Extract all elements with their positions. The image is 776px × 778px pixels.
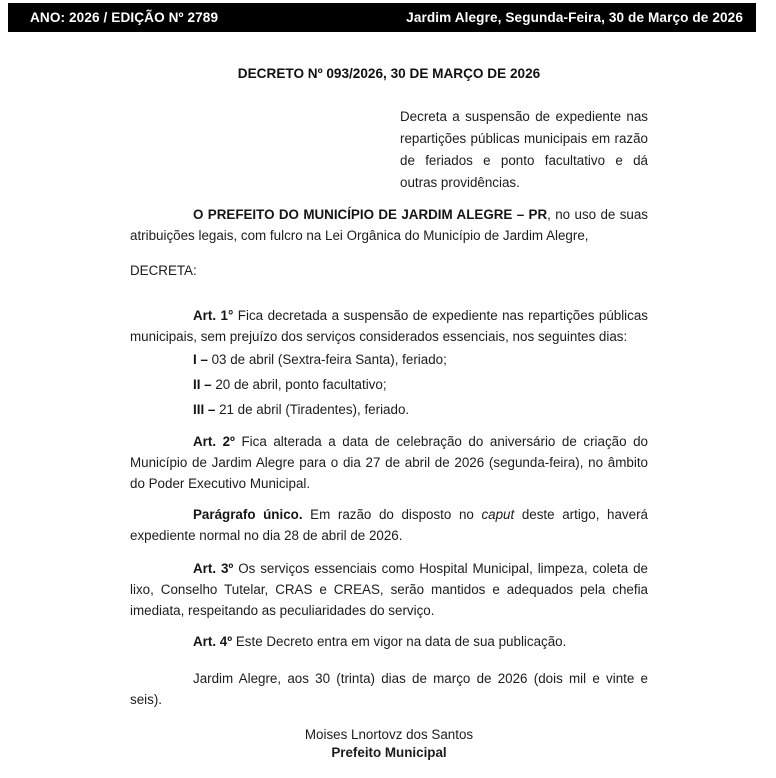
signer-role: Prefeito Municipal (331, 745, 447, 760)
article-1 (130, 305, 648, 347)
article-1-text: Fica decretada a suspensão de expediente nas repartições públicas municipais, sem prejuízo dos serviços considerados essenciais, nos seguintes dias: (130, 308, 648, 344)
article-1-label: Art. 1° (193, 308, 234, 323)
list-item-2-text: 20 de abril, ponto facultativo; (211, 377, 387, 392)
list-item-3 (193, 399, 648, 420)
signer-name: Moises Lnortovz dos Santos (304, 727, 474, 742)
article-2-label: Art. 2º (193, 434, 235, 449)
holiday-list (193, 349, 648, 420)
sole-paragraph-text-post: deste artigo, haverá expediente normal no dia 28 de abril de 2026. (130, 507, 648, 543)
edition-bar (8, 3, 756, 32)
preamble-subject: O PREFEITO DO MUNICÍPIO DE JARDIM ALEGRE – PR (193, 207, 548, 222)
enacting-word: DECRETA: (130, 263, 197, 278)
preamble-text: , no uso de suas atribuições legais, com fulcro na Lei Orgânica do Município de Jardim Alegre, (130, 207, 648, 243)
list-item-1-numeral: I – (193, 352, 208, 367)
dateline: Jardim Alegre, Segunda-Feira, 30 de Março de 2026 (406, 10, 743, 25)
list-item-1-text: 03 de abril (Sextra-feira Santa), feriado; (207, 352, 447, 367)
article-3 (130, 558, 648, 621)
sole-paragraph-text-pre: Em razão do disposto no (302, 507, 482, 522)
list-item-3-text: 21 de abril (Tiradentes), feriado. (215, 402, 410, 417)
list-item-1 (193, 349, 648, 370)
closing-dateline: Jardim Alegre, aos 30 (trinta) dias de março de 2026 (dois mil e vinte e seis). (130, 671, 648, 707)
article-3-text: Os serviços essenciais como Hospital Municipal, limpeza, coleta de lixo, Conselho Tutelar, CRAS e CREAS, serão mantidos e adequados pela chefia imediata, respeitando as peculiaridades do serviço. (130, 561, 648, 618)
decree-title: DECRETO Nº 093/2026, 30 DE MARÇO DE 2026 (237, 66, 541, 81)
sole-paragraph-label: Parágrafo único. (193, 507, 303, 522)
article-2-text: Fica alterada a data de celebração do aniversário de criação do Município de Jardim Alegre para o dia 27 de abril de 2026 (segunda-feira), no âmbito do Poder Executivo Municipal. (130, 434, 648, 491)
list-item-2 (193, 374, 648, 395)
decree-summary: Decreta a suspensão de expediente nas repartições públicas municipais em razão de feriados e ponto facultativo e dá outras providências. (400, 109, 648, 190)
sole-paragraph (130, 504, 648, 546)
article-4-text: Este Decreto entra em vigor na data de sua publicação. (232, 634, 567, 649)
edition-info: ANO: 2026 / EDIÇÃO Nº 2789 (30, 10, 219, 25)
list-item-2-numeral: II – (193, 377, 212, 392)
article-4 (130, 631, 648, 652)
signature-block (130, 726, 648, 762)
preamble (130, 204, 648, 246)
article-4-label: Art. 4º (193, 634, 233, 649)
article-2 (130, 431, 648, 494)
sole-paragraph-caput: caput (481, 507, 515, 522)
decree-body (130, 65, 648, 762)
list-item-3-numeral: III – (193, 402, 216, 417)
article-3-label: Art. 3º (193, 561, 234, 576)
